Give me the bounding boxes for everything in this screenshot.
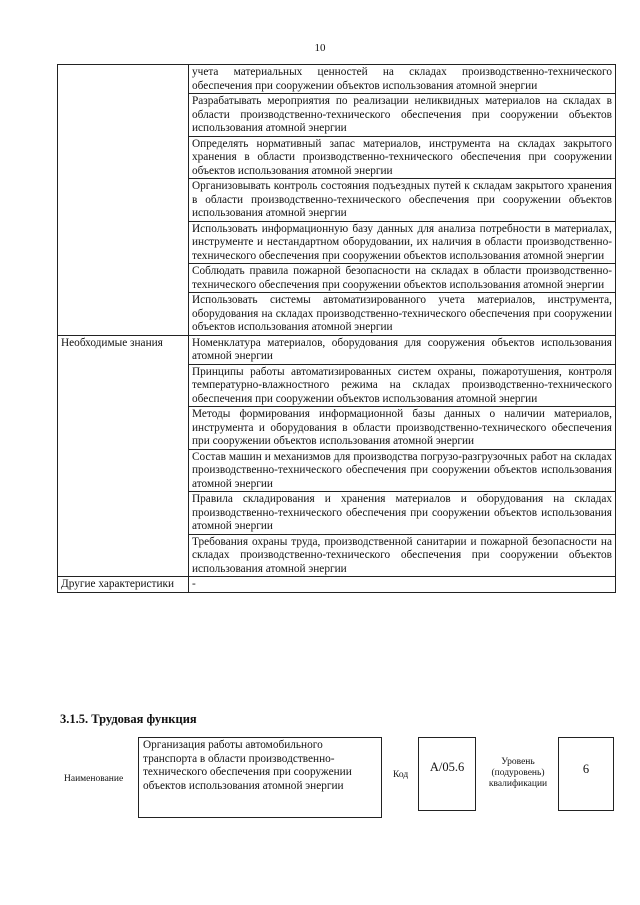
table-cell: Определять нормативный запас материалов, инструмента на складах закрытого хранения в области производственно-технического обеспечения при сооружении объектов использования атомной энергии (189, 136, 616, 179)
labor-function-name-label: Наименование (64, 774, 124, 784)
labor-function-code-box: A/05.6 (418, 737, 476, 811)
table-cell: Использовать системы автоматизированного учета материалов, инструмента, оборудования на складах производственно-технического обеспечения при сооружении объектов использования атомной энергии (189, 293, 616, 336)
section-heading: 3.1.5. Трудовая функция (60, 712, 197, 726)
labor-function-level-label: Уровень (подуровень) квалификации (488, 757, 548, 789)
table-cell: учета материальных ценностей на складах производственно-технического обеспечения при сооружении объектов использования атомной энергии (189, 65, 616, 94)
table-cell: Принципы работы автоматизированных систем охраны, пожаротушения, контроля температурно-влажностного режима на складах производственно-технического обеспечения при сооружении объектов использования атомной энергии (189, 364, 616, 407)
table-cell: Использовать информационную базу данных для анализа потребности в материалах, инструменте и нестандартном оборудовании, их наличия в области производственно-технического обеспечения при сооружении объектов использования атомной энергии (189, 221, 616, 264)
table-row (58, 65, 616, 94)
table-cell: Разрабатывать мероприятия по реализации неликвидных материалов на складах в области производственно-технического обеспечения при сооружении объектов использования атомной энергии (189, 94, 616, 137)
table-cell: Правила складирования и хранения материалов и оборудования на складах производственно-технического обеспечения при сооружении объектов использования атомной энергии (189, 492, 616, 535)
skills-knowledge-table (57, 64, 616, 593)
table-cell: Требования охраны труда, производственной санитарии и пожарной безопасности на складах производственно-технического обеспечения при сооружении объектов использования атомной энергии (189, 534, 616, 577)
labor-function-code-label: Код (393, 770, 409, 780)
table-row (58, 335, 616, 364)
labor-function-level-box: 6 (558, 737, 614, 811)
row-label-other-characteristics: Другие характеристики (58, 577, 189, 593)
table-cell: Организовывать контроль состояния подъездных путей к складам закрытого хранения в области производственно-технического обеспечения при сооружении объектов использования атомной энергии (189, 179, 616, 222)
page-number: 10 (314, 42, 326, 54)
table-cell: Номенклатура материалов, оборудования для сооружения объектов использования атомной энергии (189, 335, 616, 364)
row-label-skills-continued (58, 65, 189, 336)
table-cell: Состав машин и механизмов для производства погрузо-разгрузочных работ на складах производственно-технического обеспечения при сооружении объектов использования атомной энергии (189, 449, 616, 492)
table-cell: Соблюдать правила пожарной безопасности на складах в области производственно-технического обеспечения при сооружении объектов использования атомной энергии (189, 264, 616, 293)
row-label-required-knowledge: Необходимые знания (58, 335, 189, 577)
labor-function-name-box: Организация работы автомобильного транспорта в области производственно-технического обеспечения при сооружении объектов использования атомной энергии (138, 737, 382, 818)
table-row (58, 577, 616, 593)
table-cell: - (189, 577, 616, 593)
table-cell: Методы формирования информационной базы данных о наличии материалов, инструмента и оборудования в области производственно-технического обеспечения при сооружении объектов использования атомной энергии (189, 407, 616, 450)
